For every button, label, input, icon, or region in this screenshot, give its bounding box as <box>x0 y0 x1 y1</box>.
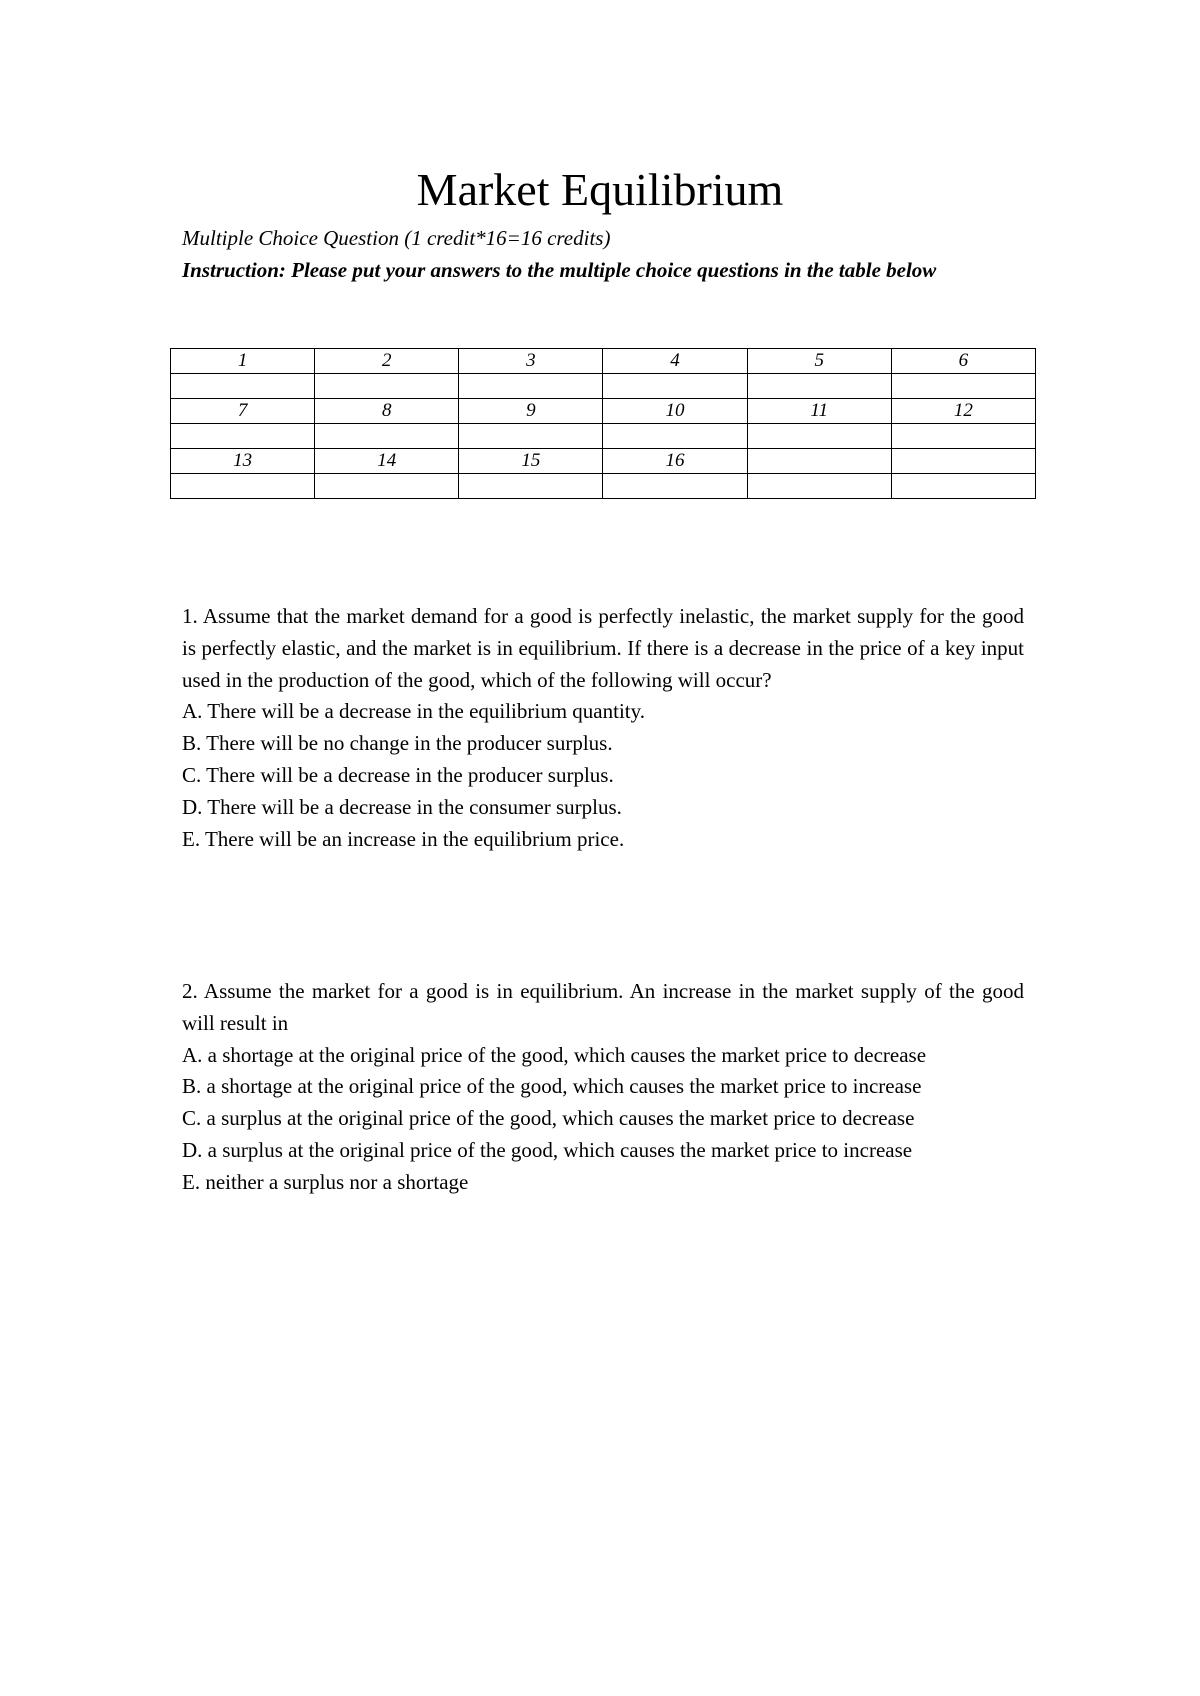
answer-option: B. a shortage at the original price of the good, which causes the market price to increase <box>182 1074 922 1099</box>
question-2 <box>182 976 1024 1199</box>
answer-cell[interactable] <box>459 424 603 449</box>
answer-option: E. neither a surplus nor a shortage <box>182 1169 469 1194</box>
answer-option: D. There will be a decrease in the consumer surplus. <box>182 794 622 819</box>
answer-cell[interactable] <box>891 424 1035 449</box>
question-number-cell: 5 <box>747 349 891 374</box>
question-number-cell <box>747 449 891 474</box>
question-number-cell: 13 <box>171 449 315 474</box>
question-number-cell: 3 <box>459 349 603 374</box>
question-number-cell: 10 <box>603 399 747 424</box>
answer-option: A. There will be a decrease in the equilibrium quantity. <box>182 699 646 724</box>
answer-cell[interactable] <box>171 374 315 399</box>
question-stem: 2. Assume the market for a good is in equilibrium. An increase in the market supply of the good will result in <box>182 979 1024 1035</box>
question-number-cell: 11 <box>747 399 891 424</box>
answer-cell[interactable] <box>603 424 747 449</box>
question-1 <box>182 601 1024 855</box>
answer-option: A. a shortage at the original price of the good, which causes the market price to decrease <box>182 1042 927 1067</box>
document-title: Market Equilibrium <box>416 164 784 215</box>
answer-cell[interactable] <box>747 474 891 499</box>
question-number-cell: 8 <box>315 399 459 424</box>
answer-cell[interactable] <box>891 474 1035 499</box>
instruction-text: Instruction: Please put your answers to the multiple choice questions in the table below <box>182 258 937 282</box>
question-number-cell: 9 <box>459 399 603 424</box>
question-number-cell: 7 <box>171 399 315 424</box>
question-number-cell: 15 <box>459 449 603 474</box>
answer-cell[interactable] <box>171 424 315 449</box>
answer-cell[interactable] <box>603 374 747 399</box>
question-number-cell: 12 <box>891 399 1035 424</box>
answer-cell[interactable] <box>315 374 459 399</box>
answer-cell[interactable] <box>315 424 459 449</box>
table-row <box>171 424 1036 449</box>
table-row <box>171 349 1036 374</box>
table-row <box>171 474 1036 499</box>
table-row <box>171 374 1036 399</box>
document-subtitle: Multiple Choice Question (1 credit*16=16 credits) <box>182 226 611 250</box>
answer-cell[interactable] <box>603 474 747 499</box>
answer-cell[interactable] <box>747 424 891 449</box>
question-number-cell: 4 <box>603 349 747 374</box>
answer-cell[interactable] <box>459 374 603 399</box>
question-stem: 1. Assume that the market demand for a good is perfectly inelastic, the market supply for the good is perfectly elastic, and the market is in equilibrium. If there is a decrease in the price of a key input used in the production of the good, which of the following will occur? <box>182 604 1024 692</box>
table-row <box>171 399 1036 424</box>
question-number-cell: 16 <box>603 449 747 474</box>
answer-table <box>170 348 1036 499</box>
question-number-cell: 2 <box>315 349 459 374</box>
answer-option: C. a surplus at the original price of the good, which causes the market price to decrease <box>182 1106 915 1131</box>
answer-cell[interactable] <box>747 374 891 399</box>
answer-option: D. a surplus at the original price of the good, which causes the market price to increase <box>182 1137 913 1162</box>
answer-option: E. There will be an increase in the equilibrium price. <box>182 826 625 851</box>
answer-option: C. There will be a decrease in the producer surplus. <box>182 762 614 787</box>
answer-cell[interactable] <box>459 474 603 499</box>
question-number-cell: 6 <box>891 349 1035 374</box>
question-number-cell: 1 <box>171 349 315 374</box>
answer-cell[interactable] <box>171 474 315 499</box>
answer-cell[interactable] <box>891 374 1035 399</box>
question-number-cell: 14 <box>315 449 459 474</box>
question-number-cell <box>891 449 1035 474</box>
answer-option: B. There will be no change in the producer surplus. <box>182 731 613 756</box>
table-row <box>171 449 1036 474</box>
answer-cell[interactable] <box>315 474 459 499</box>
